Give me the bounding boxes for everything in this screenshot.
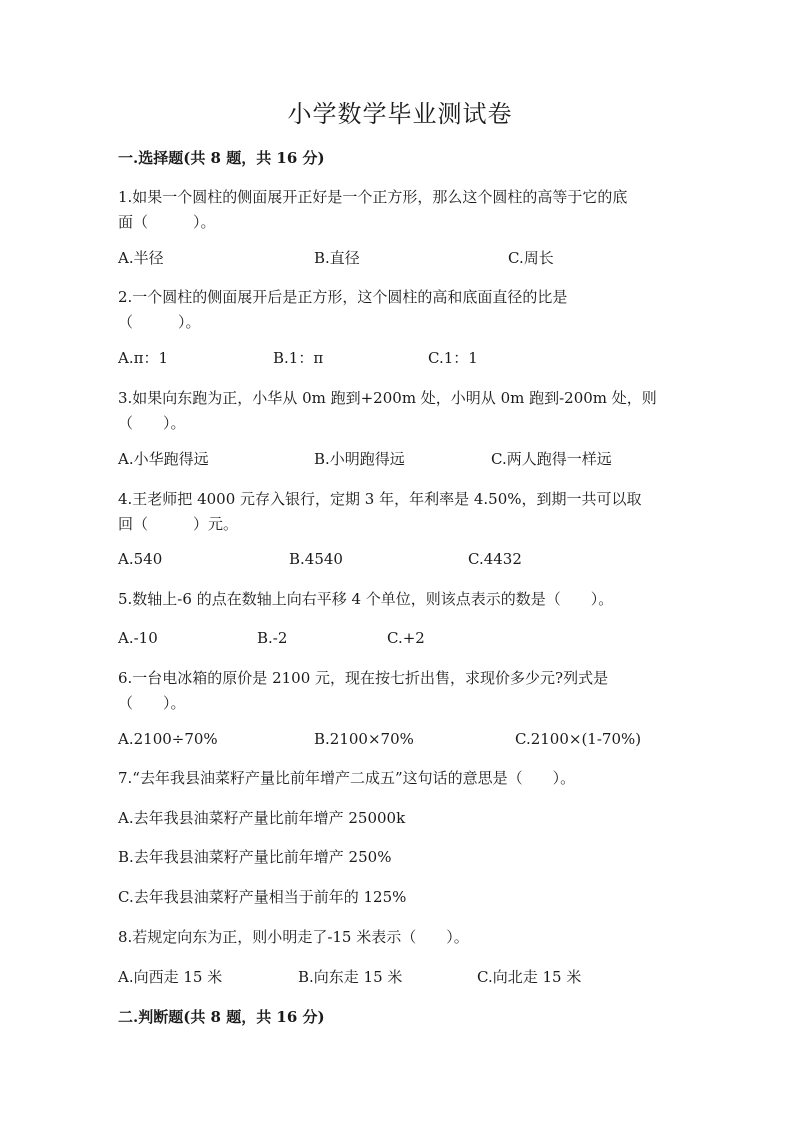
- option-a: A.-10: [118, 629, 158, 647]
- question-7: [118, 766, 688, 791]
- option-b: B.小明跑得远: [314, 450, 405, 468]
- option-a: A.半径: [118, 249, 164, 267]
- question-2: [118, 285, 688, 335]
- question-text-cont: （ ）。: [118, 694, 186, 712]
- option-c: C.2100×(1-70%): [515, 730, 642, 748]
- option-a: A.去年我县油菜籽产量比前年增产 25000k: [118, 809, 406, 827]
- options-q1: [118, 247, 718, 269]
- option-a: A.π：1: [118, 349, 169, 367]
- option-c: C.去年我县油菜籽产量相当于前年的 125%: [118, 888, 407, 906]
- options-q8: [118, 966, 718, 988]
- question-text-cont: 面（ ）。: [118, 213, 216, 231]
- question-text: 6.一台电冰箱的原价是 2100 元，现在按七折出售，求现价多少元?列式是: [118, 669, 609, 687]
- option-b: B.1：π: [273, 349, 324, 367]
- option-b: B.-2: [257, 629, 288, 647]
- question-text: 5.数轴上-6 的点在数轴上向右平移 4 个单位，则该点表示的数是（ ）。: [118, 590, 614, 608]
- options-q6: [118, 728, 718, 750]
- options-q4: [118, 548, 718, 570]
- option-a: A.向西走 15 米: [118, 968, 223, 986]
- options-q5: [118, 627, 718, 649]
- question-8: [118, 925, 688, 950]
- option-a: A.540: [118, 550, 163, 568]
- question-text-cont: （ ）。: [118, 313, 201, 331]
- option-c: C.向北走 15 米: [477, 968, 582, 986]
- option-b: B.向东走 15 米: [298, 968, 403, 986]
- question-text: 1.如果一个圆柱的侧面展开正好是一个正方形，那么这个圆柱的高等于它的底: [118, 188, 628, 206]
- question-5: [118, 587, 688, 612]
- question-4: [118, 487, 688, 537]
- option-b: B.2100×70%: [314, 730, 414, 748]
- options-q3: [118, 448, 718, 470]
- question-text: 4.王老师把 4000 元存入银行，定期 3 年，年利率是 4.50%，到期一共可以取: [118, 490, 642, 508]
- option-b: B.去年我县油菜籽产量比前年增产 250%: [118, 848, 392, 866]
- option-c: C.1：1: [428, 349, 478, 367]
- options-q2: [118, 347, 718, 369]
- question-text-cont: （ ）。: [118, 414, 186, 432]
- page-title: 小学数学毕业测试卷: [287, 100, 513, 128]
- question-1: [118, 185, 688, 235]
- question-text: 7.“去年我县油菜籽产量比前年增产二成五”这句话的意思是（ ）。: [118, 769, 576, 787]
- question-text: 3.如果向东跑为正，小华从 0m 跑到+200m 处，小明从 0m 跑到-200m 处，则: [118, 389, 657, 407]
- question-text: 8.若规定向东为正，则小明走了-15 米表示（ ）。: [118, 928, 469, 946]
- question-text-cont: 回（ ）元。: [118, 515, 239, 533]
- question-6: [118, 666, 688, 716]
- question-text: 2.一个圆柱的侧面展开后是正方形，这个圆柱的高和底面直径的比是: [118, 288, 568, 306]
- section-heading-choice: 一.选择题(共 8 题，共 16 分): [118, 149, 325, 167]
- option-c: C.周长: [508, 249, 554, 267]
- option-a: A.小华跑得远: [118, 450, 209, 468]
- option-c: C.4432: [468, 550, 522, 568]
- option-c: C.+2: [387, 629, 425, 647]
- option-c: C.两人跑得一样远: [491, 450, 612, 468]
- question-3: [118, 386, 688, 436]
- option-b: B.直径: [314, 249, 360, 267]
- option-b: B.4540: [289, 550, 343, 568]
- section-heading-judgement: 二.判断题(共 8 题，共 16 分): [118, 1008, 325, 1026]
- option-a: A.2100÷70%: [118, 730, 218, 748]
